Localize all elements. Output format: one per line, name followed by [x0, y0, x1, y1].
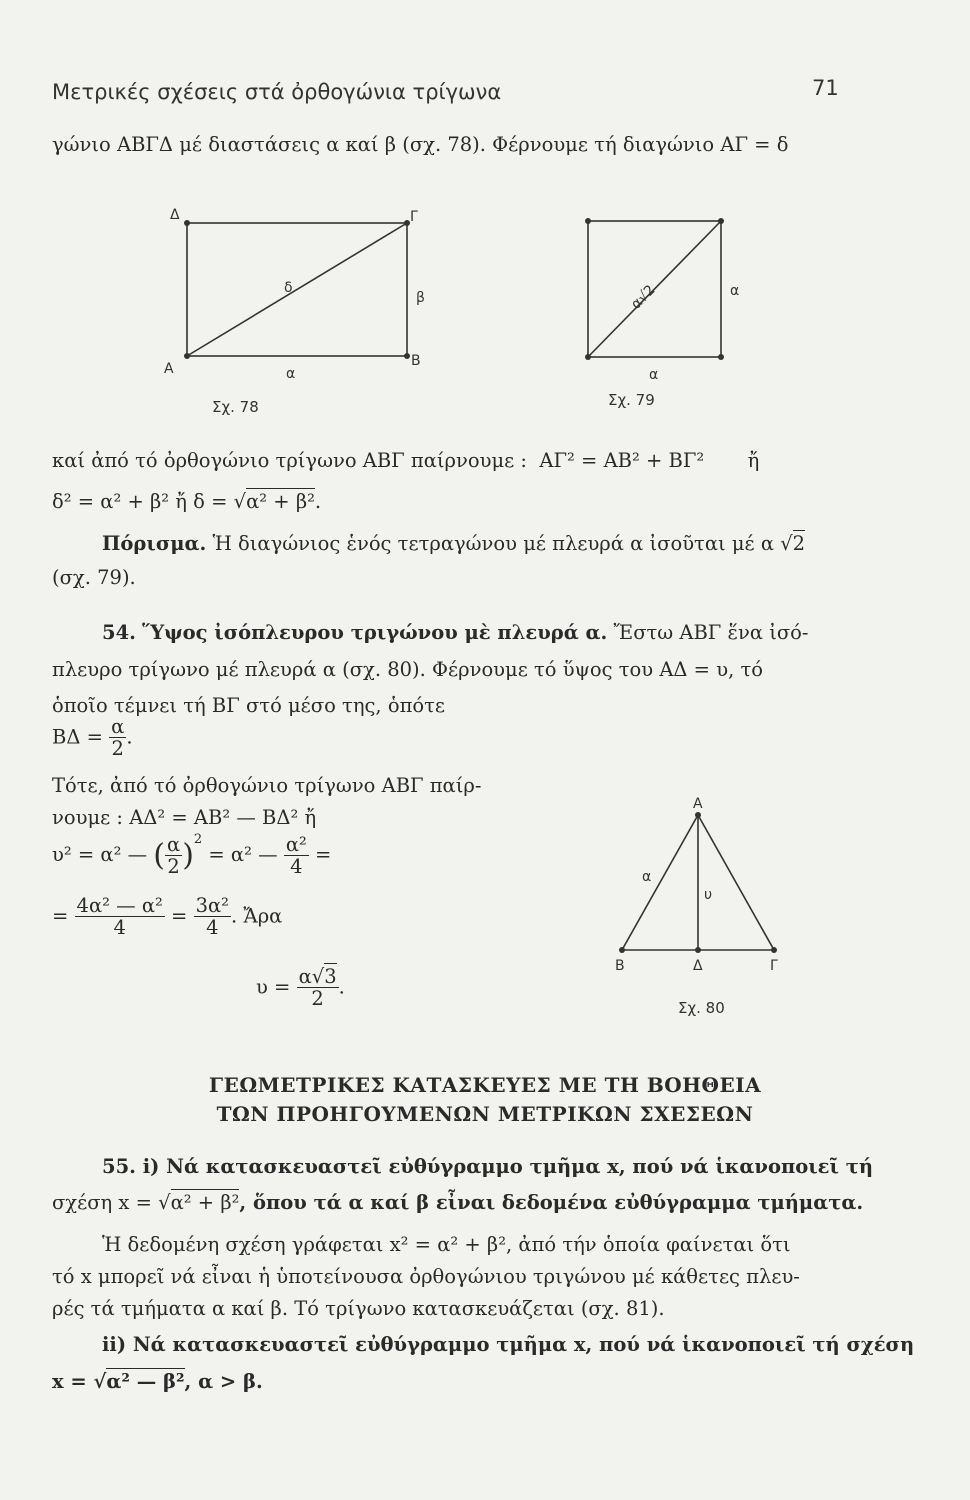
label-a-vertex: Α — [164, 361, 174, 377]
fig79-caption: Σχ. 79 — [608, 391, 655, 409]
eq3: υ = $\frac{\alpha√3}{2}$ . — [256, 965, 345, 1011]
label-height: υ — [704, 887, 713, 903]
label-b-vertex: Β — [411, 353, 421, 369]
label-a-vertex: Α — [693, 796, 703, 812]
tote-line1: Τότε, ἀπό τό ὀρθογώνιο τρίγωνο ΑΒΓ παίρ- — [52, 774, 482, 797]
sec54-line2: πλευρο τρίγωνο μέ πλευρά α (σχ. 80). Φέρνουμε τό ὕψος του ΑΔ = υ, τό — [52, 658, 763, 681]
label-d-vertex: Δ — [693, 958, 703, 974]
sec54-title-line: 54. Ὕψος ἰσόπλευρου τριγώνου μὲ πλευρά α. Ἔστω ΑΒΓ ἕνα ἰσό- — [102, 621, 809, 644]
tote-line2: νουμε : ΑΔ² = ΑΒ² — ΒΔ² ἤ — [52, 806, 317, 829]
bd-equation: ΒΔ = $\frac{\alpha}{2}$ . — [52, 715, 133, 761]
figure-78 — [160, 205, 450, 420]
section-heading-line1: ΓΕΩΜΕΤΡΙΚΕΣ ΚΑΤΑΣΚΕΥΕΣ ΜΕ ΤΗ ΒΟΗΘΕΙΑ — [208, 1073, 762, 1097]
section-heading-line2: ΤΩΝ ΠΡΟΗΓΟΥΜΕΝΩΝ ΜΕΤΡΙΚΩΝ ΣΧΕΣΕΩΝ — [216, 1102, 754, 1126]
sec55-p3: ρές τά τμήματα α καί β. Τό τρίγωνο κατασκευάζεται (σχ. 81). — [52, 1297, 665, 1320]
label-d: Δ — [170, 207, 180, 223]
para1-line2: δ² = α² + β² ἤ δ = √α² + β². — [52, 490, 322, 513]
label-side-b: β — [416, 290, 425, 306]
figure-79 — [570, 205, 770, 420]
fig78-caption: Σχ. 78 — [212, 398, 259, 416]
label-side: α — [642, 869, 652, 885]
running-header: Μετρικές σχέσεις στά ὀρθογώνια τρίγωνα — [52, 80, 502, 104]
page-number: 71 — [812, 76, 839, 100]
sec55-i-line1: 55. i) Νά κατασκευαστεῖ εὐθύγραμμο τμῆμα x, πού νά ἱκανοποιεῖ τή — [102, 1155, 874, 1178]
fig80-caption: Σχ. 80 — [678, 999, 725, 1017]
label-diag-a-root2: α√2 — [628, 282, 659, 313]
label-diag: δ — [284, 280, 293, 296]
figure-80 — [600, 795, 800, 1025]
sec54-line3: ὁποῖο τέμνει τή ΒΓ στό μέσο της, ὁπότε — [52, 694, 446, 717]
square-diagonal — [588, 221, 721, 357]
eq1: υ² = α² — ( $\frac{\alpha}{2}$ )$^2$ = α² — $\frac{\text{α²}}{4}$ = — [52, 832, 332, 878]
intro-line: γώνιο ΑΒΓΔ μέ διαστάσεις α καί β (σχ. 78). Φέρνουμε τή διαγώνιο ΑΓ = δ — [52, 133, 789, 156]
diagonal-ag — [187, 223, 407, 356]
porisma-line: Πόρισμα. Ἡ διαγώνιος ἑνός τετραγώνου μέ πλευρά α ἰσοῦται μέ α √2 — [102, 532, 806, 555]
label-g: Γ — [410, 209, 418, 225]
label-side-right: α — [730, 283, 740, 299]
label-g-vertex: Γ — [770, 958, 778, 974]
eq2: = $\frac{\text{4α² — α²}}{4}$ = $\frac{\text{3α²}}{4}$ . Ἄρα — [52, 894, 283, 940]
sec55-p2: τό x μπορεῖ νά εἶναι ἡ ὑποτείνουσα ὀρθογώνιου τριγώνου μέ κάθετες πλευ- — [52, 1265, 800, 1288]
porisma-ref: (σχ. 79). — [52, 566, 136, 589]
sec55-ii-line1: ii) Νά κατασκευαστεῖ εὐθύγραμμο τμῆμα x, πού νά ἱκανοποιεῖ τή σχέση — [102, 1333, 915, 1356]
sec55-i-line2: σχέση x = √α² + β², ὅπου τά α καί β εἶναι δεδομένα εὐθύγραμμα τμήματα. — [52, 1191, 864, 1214]
sec55-p1: Ἡ δεδομένη σχέση γράφεται x² = α² + β², ἀπό τήν ὁποία φαίνεται ὅτι — [102, 1233, 791, 1256]
para1-line1: καί ἀπό τό ὀρθογώνιο τρίγωνο ΑΒΓ παίρνουμε : ΑΓ² = ΑΒ² + ΒΓ² ἤ — [52, 449, 760, 472]
label-b-vertex: Β — [615, 958, 625, 974]
label-side-a: α — [286, 366, 296, 382]
label-side-bottom: α — [649, 367, 659, 383]
sec55-ii-line2: x = √α² — β², α > β. — [52, 1370, 263, 1393]
